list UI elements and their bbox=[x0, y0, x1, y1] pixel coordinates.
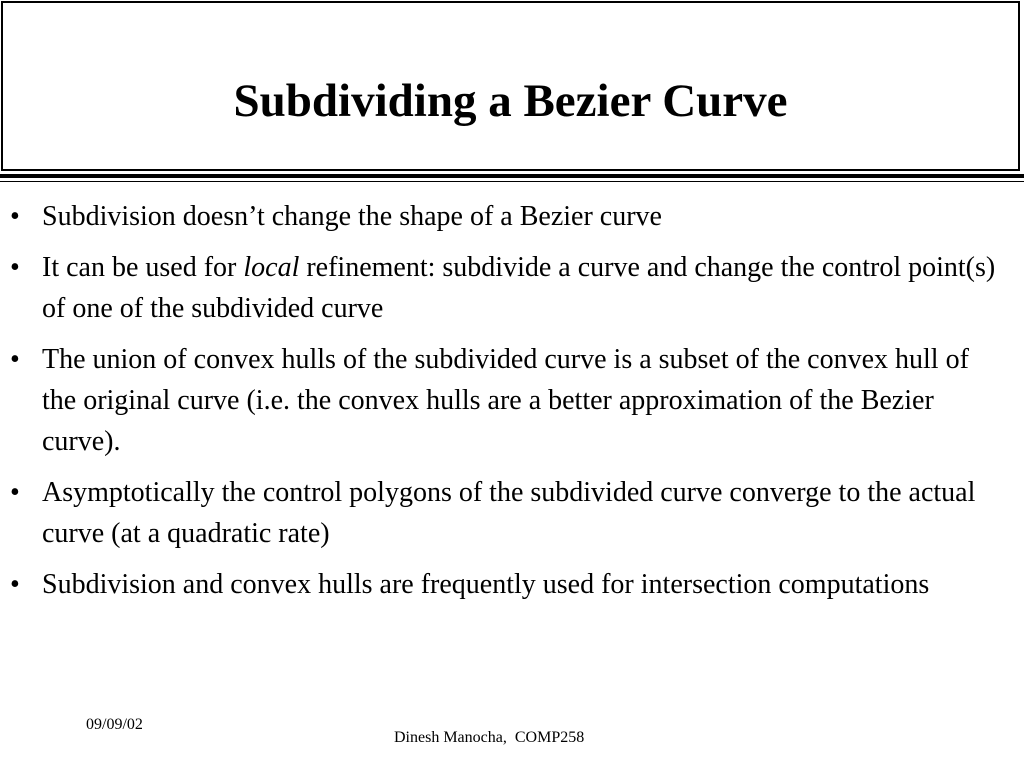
footer-author: Dinesh Manocha, COMP258 bbox=[394, 729, 585, 746]
bullet-marker: • bbox=[10, 569, 20, 600]
bullet-text: The union of convex hulls of the subdivided curve is a subset of the convex hull of the original curve (i.e. the convex hulls are a better approximation of the Bezier curve). bbox=[42, 344, 969, 457]
bullet-text-emphasis: local bbox=[243, 252, 300, 283]
bullet-text-after: refinement: subdivide a curve and change the control point(s) of one of the subdivided curve bbox=[42, 252, 996, 324]
bullet-text: Asymptotically the control polygons of the subdivided curve converge to the actual curve (at a quadratic rate) bbox=[42, 477, 976, 549]
bullet-list bbox=[10, 196, 1000, 615]
title-divider-thick bbox=[0, 174, 1024, 178]
bullet-item-4 bbox=[10, 472, 1000, 554]
bullet-text-before: It can be used for bbox=[42, 252, 244, 283]
bullet-text: Subdivision doesn’t change the shape of a Bezier curve bbox=[42, 201, 662, 232]
bullet-item-5 bbox=[10, 564, 1000, 605]
title-box bbox=[1, 1, 1020, 171]
title-divider-thin bbox=[0, 181, 1024, 182]
bullet-item-1 bbox=[10, 196, 1000, 237]
bullet-marker: • bbox=[10, 201, 20, 232]
bullet-marker: • bbox=[10, 344, 20, 375]
bullet-text: Subdivision and convex hulls are frequently used for intersection computations bbox=[42, 569, 930, 600]
bullet-item-3 bbox=[10, 339, 1000, 462]
bullet-marker: • bbox=[10, 477, 20, 508]
bullet-item-2 bbox=[10, 247, 1000, 329]
slide-title: Subdividing a Bezier Curve bbox=[233, 75, 788, 127]
footer-date: 09/09/02 bbox=[86, 716, 143, 733]
bullet-marker: • bbox=[10, 252, 20, 283]
